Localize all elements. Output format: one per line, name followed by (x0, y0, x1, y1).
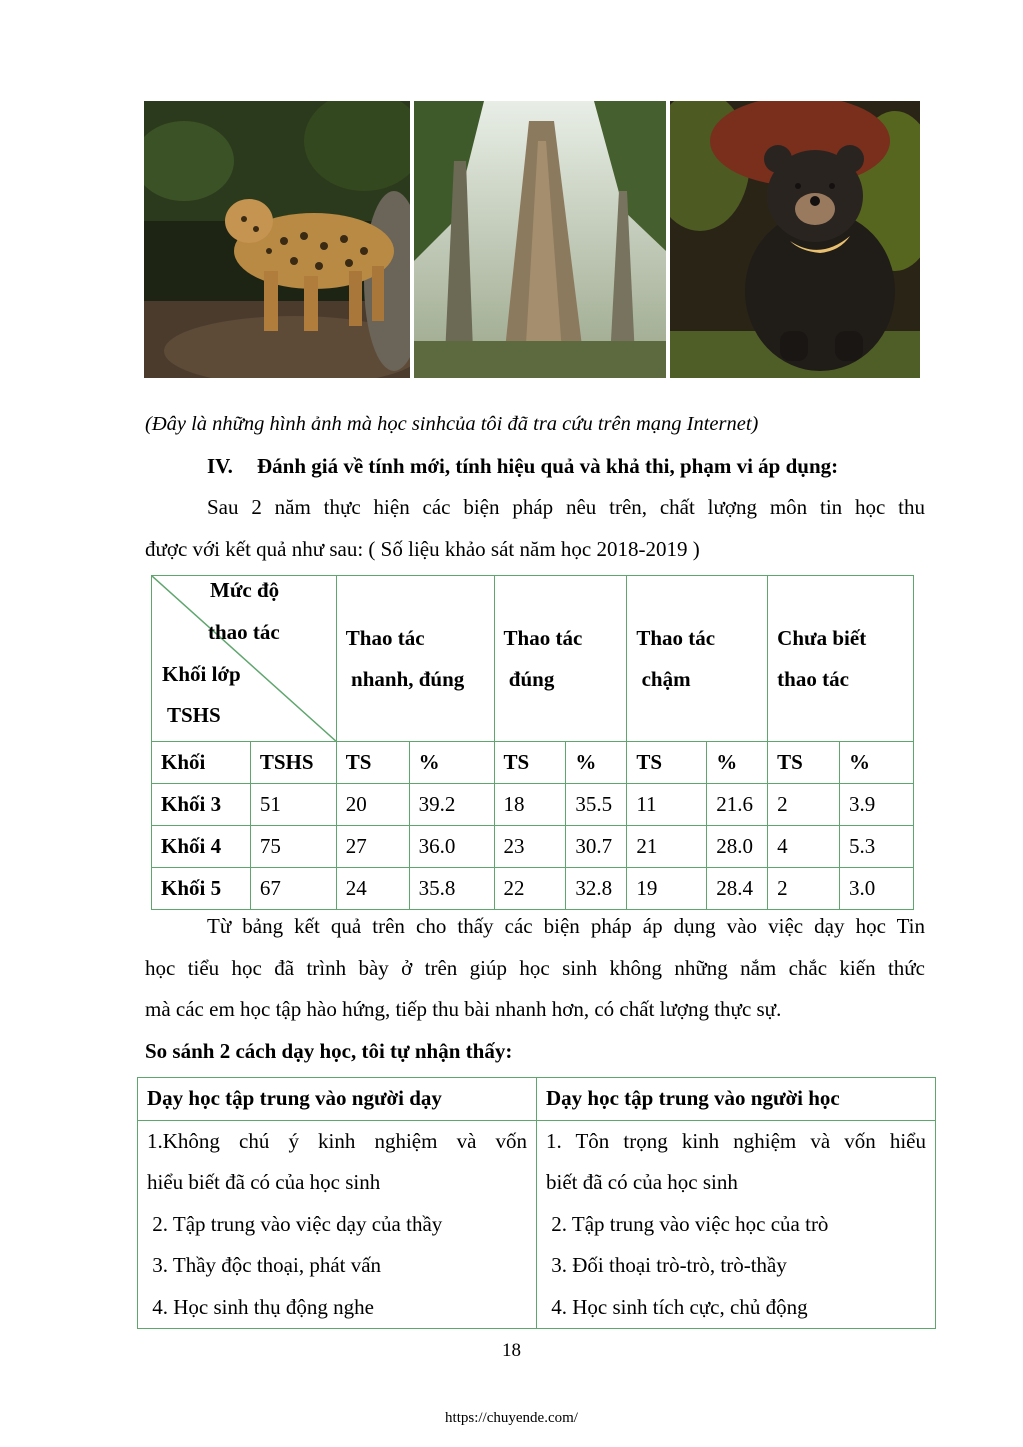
sun-bear-photo (670, 101, 920, 378)
diagonal-header-cell (152, 576, 337, 742)
page-number: 18 (502, 1340, 521, 1361)
table-row: Khối 4 75 27 36.0 23 30.7 21 28.0 4 5.3 (152, 826, 914, 868)
level-header: Thao tác đúng (494, 576, 627, 742)
level-header: Thao tác chậm (627, 576, 768, 742)
teacher-centered-header: Dạy học tập trung vào người dạy (138, 1078, 537, 1121)
rainforest-trees-photo (414, 101, 666, 378)
intro-line-1: Sau 2 năm thực hiện các biện pháp nêu trên, chất lượng môn tin học thu (207, 495, 925, 519)
teacher-centered-points: 1.Không chú ý kinh nghiệm và vốn hiểu biết đã có của học sinh 2. Tập trung vào việc dạy của thầy 3. Thầy độc thoại, phát vấn 4. Học sinh thụ động nghe (138, 1120, 537, 1329)
image-caption: (Đây là những hình ảnh mà học sinhcủa tôi đã tra cứu trên mạng Internet) (145, 413, 759, 435)
table-row: Khối 3 51 20 39.2 18 35.5 11 21.6 2 3.9 (152, 784, 914, 826)
diag-label-grade: Khối lớp (162, 662, 241, 686)
intro-line-2: được với kết quả như sau: ( Số liệu khảo sát năm học 2018-2019 ) (145, 537, 700, 561)
diag-label-level-2: thao tác (208, 620, 280, 644)
section-heading (207, 452, 838, 480)
level-header: Chưa biết thao tác (768, 576, 914, 742)
results-table (151, 575, 914, 910)
conclusion-line-2: học tiểu học đã trình bày ở trên giúp học sinh không những nắm chắc kiến thức (145, 956, 925, 980)
diag-label-tshs: TSHS (167, 703, 221, 727)
section-number: IV. (207, 454, 233, 478)
conclusion-line-1: Từ bảng kết quả trên cho thấy các biện pháp áp dụng vào việc dạy học Tin (207, 914, 925, 938)
diag-label-level-1: Mức độ (210, 578, 280, 602)
conclusion-line-3: mà các em học tập hào hứng, tiếp thu bài nhanh hơn, có chất lượng thực sự. (145, 997, 782, 1021)
learner-centered-points: 1. Tôn trọng kinh nghiệm và vốn hiểu biết đã có của học sinh 2. Tập trung vào việc học của trò 3. Đối thoại trò-trò, trò-thầy 4. Học sinh tích cực, chủ động (537, 1120, 936, 1329)
table-row: Khối 5 67 24 35.8 22 32.8 19 28.4 2 3.0 (152, 868, 914, 910)
level-header: Thao tác nhanh, đúng (336, 576, 494, 742)
subheader-row: Khối TSHS TS % TS % TS % TS % (152, 742, 914, 784)
section-title: Đánh giá về tính mới, tính hiệu quả và khả thi, phạm vi áp dụng: (257, 454, 839, 478)
compare-heading: So sánh 2 cách dạy học, tôi tự nhận thấy: (145, 1039, 513, 1063)
footer-url: https://chuyende.com/ (445, 1410, 578, 1426)
jaguar-photo (144, 101, 410, 378)
learner-centered-header: Dạy học tập trung vào người học (537, 1078, 936, 1121)
comparison-table (137, 1077, 936, 1329)
